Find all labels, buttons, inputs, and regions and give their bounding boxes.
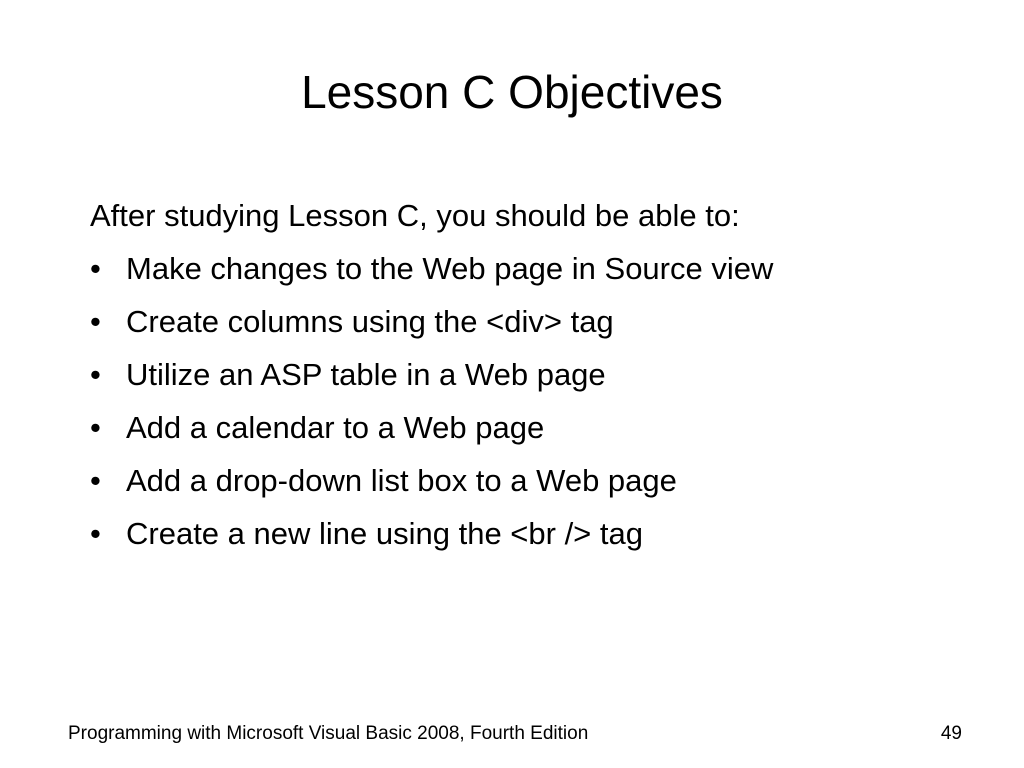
bullet-icon: • [90, 304, 101, 339]
list-item-text: Add a drop-down list box to a Web page [126, 463, 677, 498]
list-item-text: Utilize an ASP table in a Web page [126, 357, 606, 392]
list-item-text: Add a calendar to a Web page [126, 410, 545, 445]
list-item-text: Create columns using the <div> tag [126, 304, 614, 339]
list-item-text: Make changes to the Web page in Source view [126, 251, 774, 286]
bullet-icon: • [90, 516, 101, 551]
bullet-icon: • [90, 357, 101, 392]
bullet-icon: • [90, 251, 101, 286]
footer-page-number: 49 [940, 723, 962, 744]
footer-book-title: Programming with Microsoft Visual Basic 2008, Fourth Edition [68, 723, 589, 744]
list-item-text: Create a new line using the <br /> tag [126, 516, 643, 551]
bullet-icon: • [90, 463, 101, 498]
bullet-icon: • [90, 410, 101, 445]
slide-title: Lesson C Objectives [301, 66, 723, 118]
intro-text: After studying Lesson C, you should be able to: [90, 198, 740, 233]
